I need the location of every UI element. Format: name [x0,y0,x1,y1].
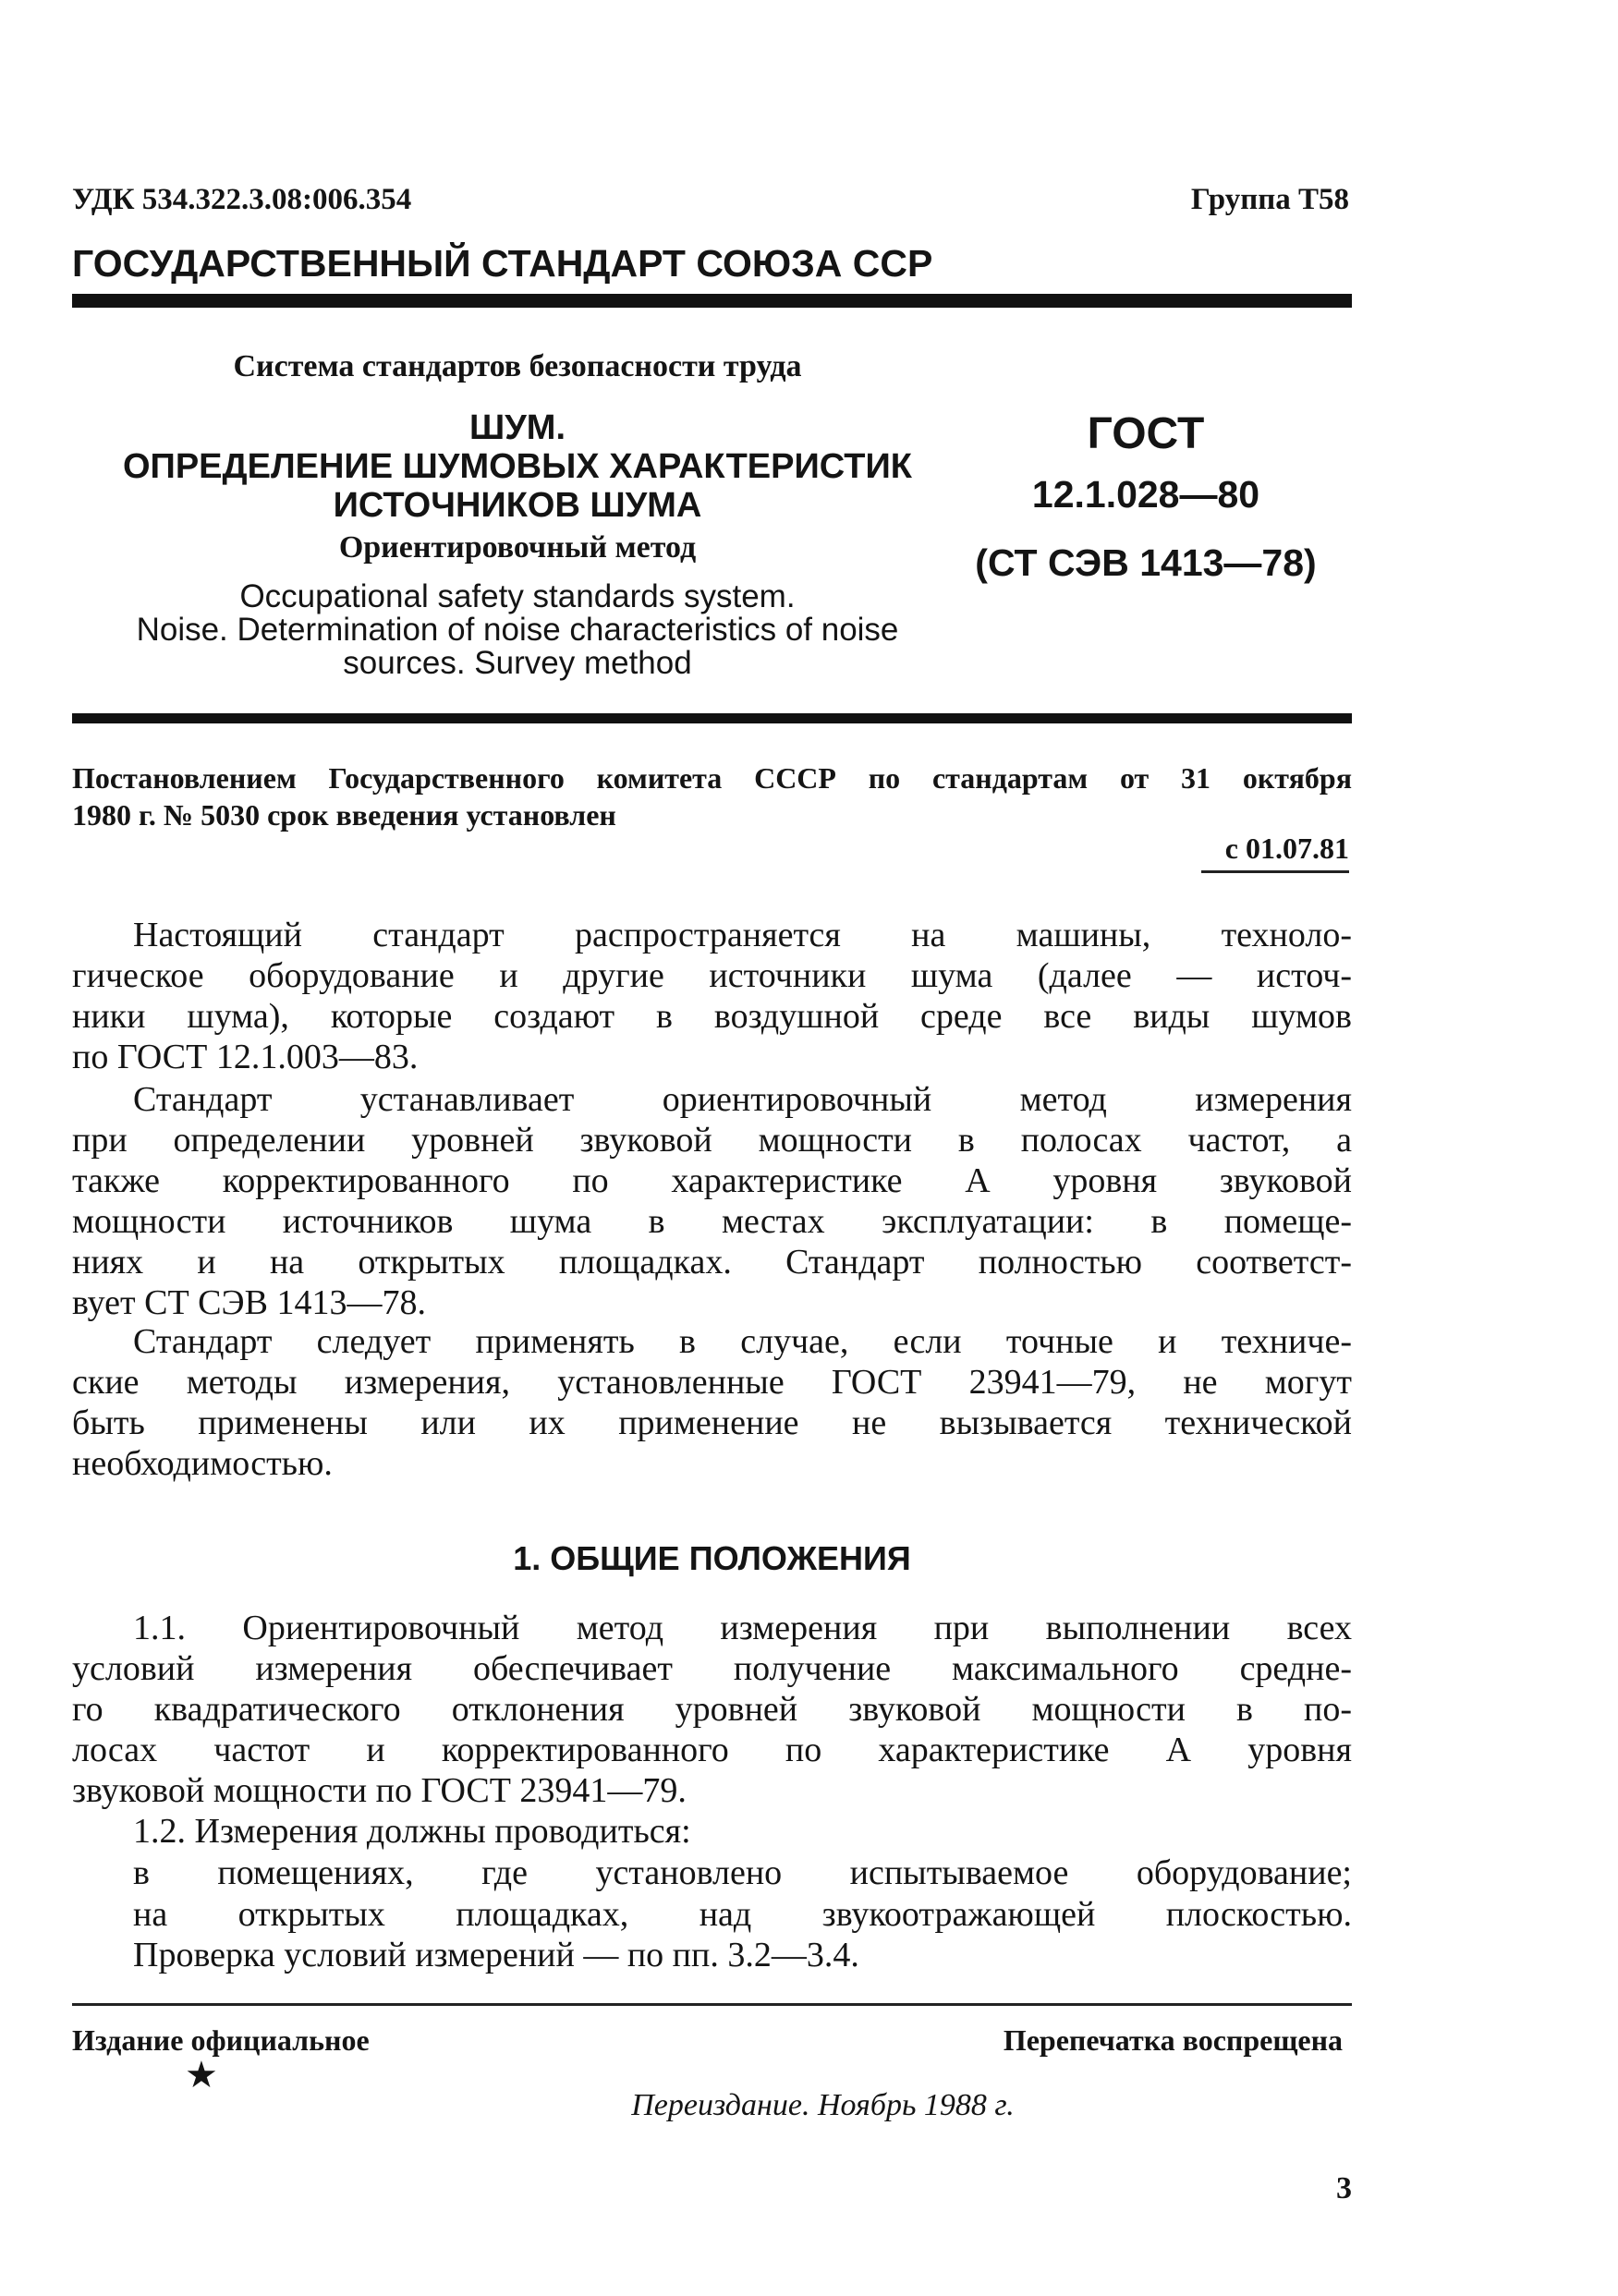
reissue-note: Переиздание. Ноябрь 1988 г. [631,2088,1015,2122]
text-line: Стандарт устанавливает ориентировочный метод измерения [133,1080,1352,1119]
paragraph-1-2 [72,1811,1352,1852]
text-line: по ГОСТ 12.1.003—83. [72,1038,419,1076]
text-line: го квадратического отклонения уровней звуковой мощности в по- [72,1690,1352,1729]
text-line: на открытых площадках, над звукоотражающей плоскостью. [133,1895,1352,1934]
state-standard-heading [72,242,1352,285]
text-line: ские методы измерения, установленные ГОСТ 23941—79, не могут [72,1363,1352,1402]
title-rule [72,713,1352,723]
decree-line-2: 1980 г. № 5030 срок введения установлен [72,798,616,832]
section-heading: 1. ОБЩИЕ ПОЛОЖЕНИЯ [513,1539,911,1577]
page-number: 3 [1336,2171,1352,2205]
text-line: вует СТ СЭВ 1413—78. [72,1283,426,1322]
title-line-3: ИСТОЧНИКОВ ШУМА [333,486,702,525]
paragraph-application [72,1321,1352,1484]
udk-code: УДК 534.322.3.08:006.354 [72,183,412,216]
document-title [102,408,933,525]
title-line-1: ШУМ. [468,408,566,447]
system-title: Система стандартов безопасности труда [233,349,802,383]
st-sev-number: (СТ СЭВ 1413—78) [975,541,1317,584]
effective-date: с 01.07.81 [1224,832,1349,865]
english-line-2: Noise. Determination of noise characteristics of noise [136,612,899,648]
text-line: Настоящий стандарт распространяется на машины, техноло- [133,916,1352,954]
paragraph-1-1 [72,1608,1352,1811]
paragraph-check [72,1935,1352,1975]
paragraph-method [72,1079,1352,1323]
decree-line-1: Постановлением Государственного комитета СССР по стандартам от 31 октября [72,761,1352,795]
english-title [102,580,933,680]
star-icon: ★ [185,2054,218,2096]
text-line: ниях и на открытых площадках. Стандарт полностью соответст- [72,1243,1352,1282]
text-line: условий измерения обеспечивает получение максимального средне- [72,1649,1352,1688]
text-line: Проверка условий измерений — по пп. 3.2—3.4. [133,1936,859,1974]
text-line: необходимостью. [72,1444,333,1483]
group-code: Группа Т58 [1190,183,1349,216]
text-line: лосах частот и корректированного по характеристике А уровня [72,1731,1352,1769]
paragraph-scope [72,915,1352,1077]
paragraph-outdoor [72,1894,1352,1935]
paragraph-indoor [72,1853,1352,1893]
text-line: при определении уровней звуковой мощности в полосах частот, а [72,1121,1352,1160]
official-edition: Издание официальное [72,2023,370,2057]
text-line: 1.2. Измерения должны проводиться: [133,1812,691,1851]
text-line: быть применены или их применение не вызывается технической [72,1403,1352,1442]
text-line: 1.1. Ориентировочный метод измерения при выполнении всех [133,1609,1352,1647]
text-line: мощности источников шума в местах эксплуатации: в помеще- [72,1202,1352,1241]
reprint-forbidden: Перепечатка воспрещена [1003,2023,1343,2057]
text-line: ники шума), которые создают в воздушной среде все виды шумов [72,997,1352,1036]
text-line: гическое оборудование и другие источники шума (далее — источ- [72,956,1352,995]
effective-date-underline [1201,870,1349,873]
title-line-2: ОПРЕДЕЛЕНИЕ ШУМОВЫХ ХАРАКТЕРИСТИК [122,447,913,486]
english-line-3: sources. Survey method [343,645,692,681]
text-line: также корректированного по характеристике А уровня звуковой [72,1161,1352,1200]
gost-number: 12.1.028—80 [1031,473,1260,516]
text-line: звуковой мощности по ГОСТ 23941—79. [72,1771,687,1810]
footer-rule [72,2003,1352,2006]
english-line-1: Occupational safety standards system. [239,578,796,614]
text-line: в помещениях, где установлено испытываемое оборудование; [133,1853,1352,1892]
gost-label: ГОСТ [1087,409,1205,458]
method-subtitle: Ориентировочный метод [338,530,697,565]
header-rule [72,294,1352,308]
text-line: Стандарт следует применять в случае, если точные и техниче- [133,1322,1352,1361]
state-standard-text: ГОСУДАРСТВЕННЫЙ СТАНДАРТ СОЮЗА ССР [72,242,933,285]
decree-text [72,759,1352,833]
